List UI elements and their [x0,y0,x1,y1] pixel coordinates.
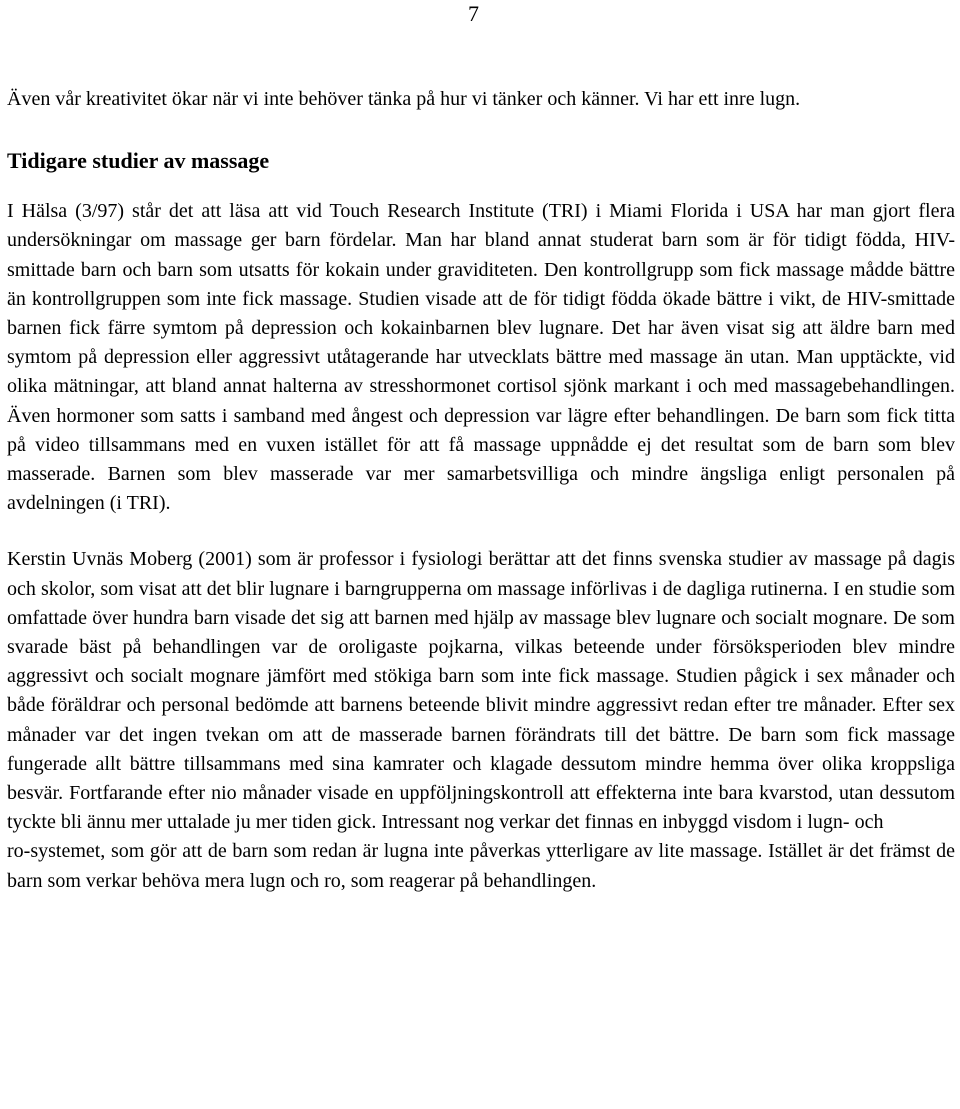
intro-paragraph: Även vår kreativitet ökar när vi inte behöver tänka på hur vi tänker och känner. Vi har ett inre lugn. [7,88,801,110]
document-body [7,85,955,896]
moberg-paragraph-part1: Kerstin Uvnäs Moberg (2001) som är professor i fysiologi berättar att det finns svenska studier av massage på dagis och skolor, som visat att det blir lugnare i barngrupperna om massage införlivas i de dagliga rutinerna. I en studie som omfattade över hundra barn visade det sig att barnen med hjälp av massage blev lugnare och socialt mognare. De som svarade bäst på behandlingen var de oroligaste pojkarna, vilkas beteende under försöksperioden blev mindre aggressivt och socialt mognare jämfört med stökiga barn som inte fick massage. Studien pågick i sex månader och både föräldrar och personal bedömde att barnens beteende blivit mindre aggressivt redan efter tre månader. Efter sex månader var det ingen tvekan om att de masserade barnen förändrats till det bättre. De barn som fick massage fungerade allt bättre tillsammans med sina kamrater och klagade dessutom mindre hemma över olika kroppsliga besvär. Fortfarande efter nio månader visade en uppföljningskontroll att effekterna inte bara kvarstod, utan dessutom tyckte bli ännu mer uttalade ju mer tiden gick. Intressant nog verkar det finnas en inbyggd visdom i lugn- och [7,548,955,834]
moberg-paragraph [7,545,955,895]
section-heading: Tidigare studier av massage [7,148,270,174]
moberg-paragraph-part2: ro-systemet, som gör att de barn som redan är lugna inte påverkas ytterligare av lite massage. Istället är det främst de barn som verkar behöva mera lugn och ro, som reagerar på behandlingen. [7,840,955,892]
tri-study-paragraph: I Hälsa (3/97) står det att läsa att vid Touch Research Institute (TRI) i Miami Florida i USA har man gjort flera undersökningar om massage ger barn fördelar. Man har bland annat studerat barn som är för tidigt födda, HIV-smittade barn och barn som utsatts för kokain under graviditeten. Den kontrollgrupp som fick massage mådde bättre än kontrollgruppen som inte fick massage. Studien visade att de för tidigt födda ökade bättre i vikt, de HIV-smittade barnen fick färre symtom på depression och kokainbarnen blev lugnare. Det har även visat sig att äldre barn med symtom på depression eller aggressivt utåtagerande har utvecklats bättre med massage än utan. Man upptäckte, vid olika mätningar, att bland annat halterna av stresshormonet cortisol sjönk markant i och med massagebehandlingen. Även hormoner som satts i samband med ångest och depression var lägre efter behandlingen. De barn som fick titta på video tillsammans med en vuxen istället för att få massage uppnådde ej det resultat som de barn som blev masserade. Barnen som blev masserade var mer samarbetsvilliga och mindre ängsliga enligt personalen på avdelningen (i TRI). [7,200,955,515]
page-number: 7 [468,1,479,26]
